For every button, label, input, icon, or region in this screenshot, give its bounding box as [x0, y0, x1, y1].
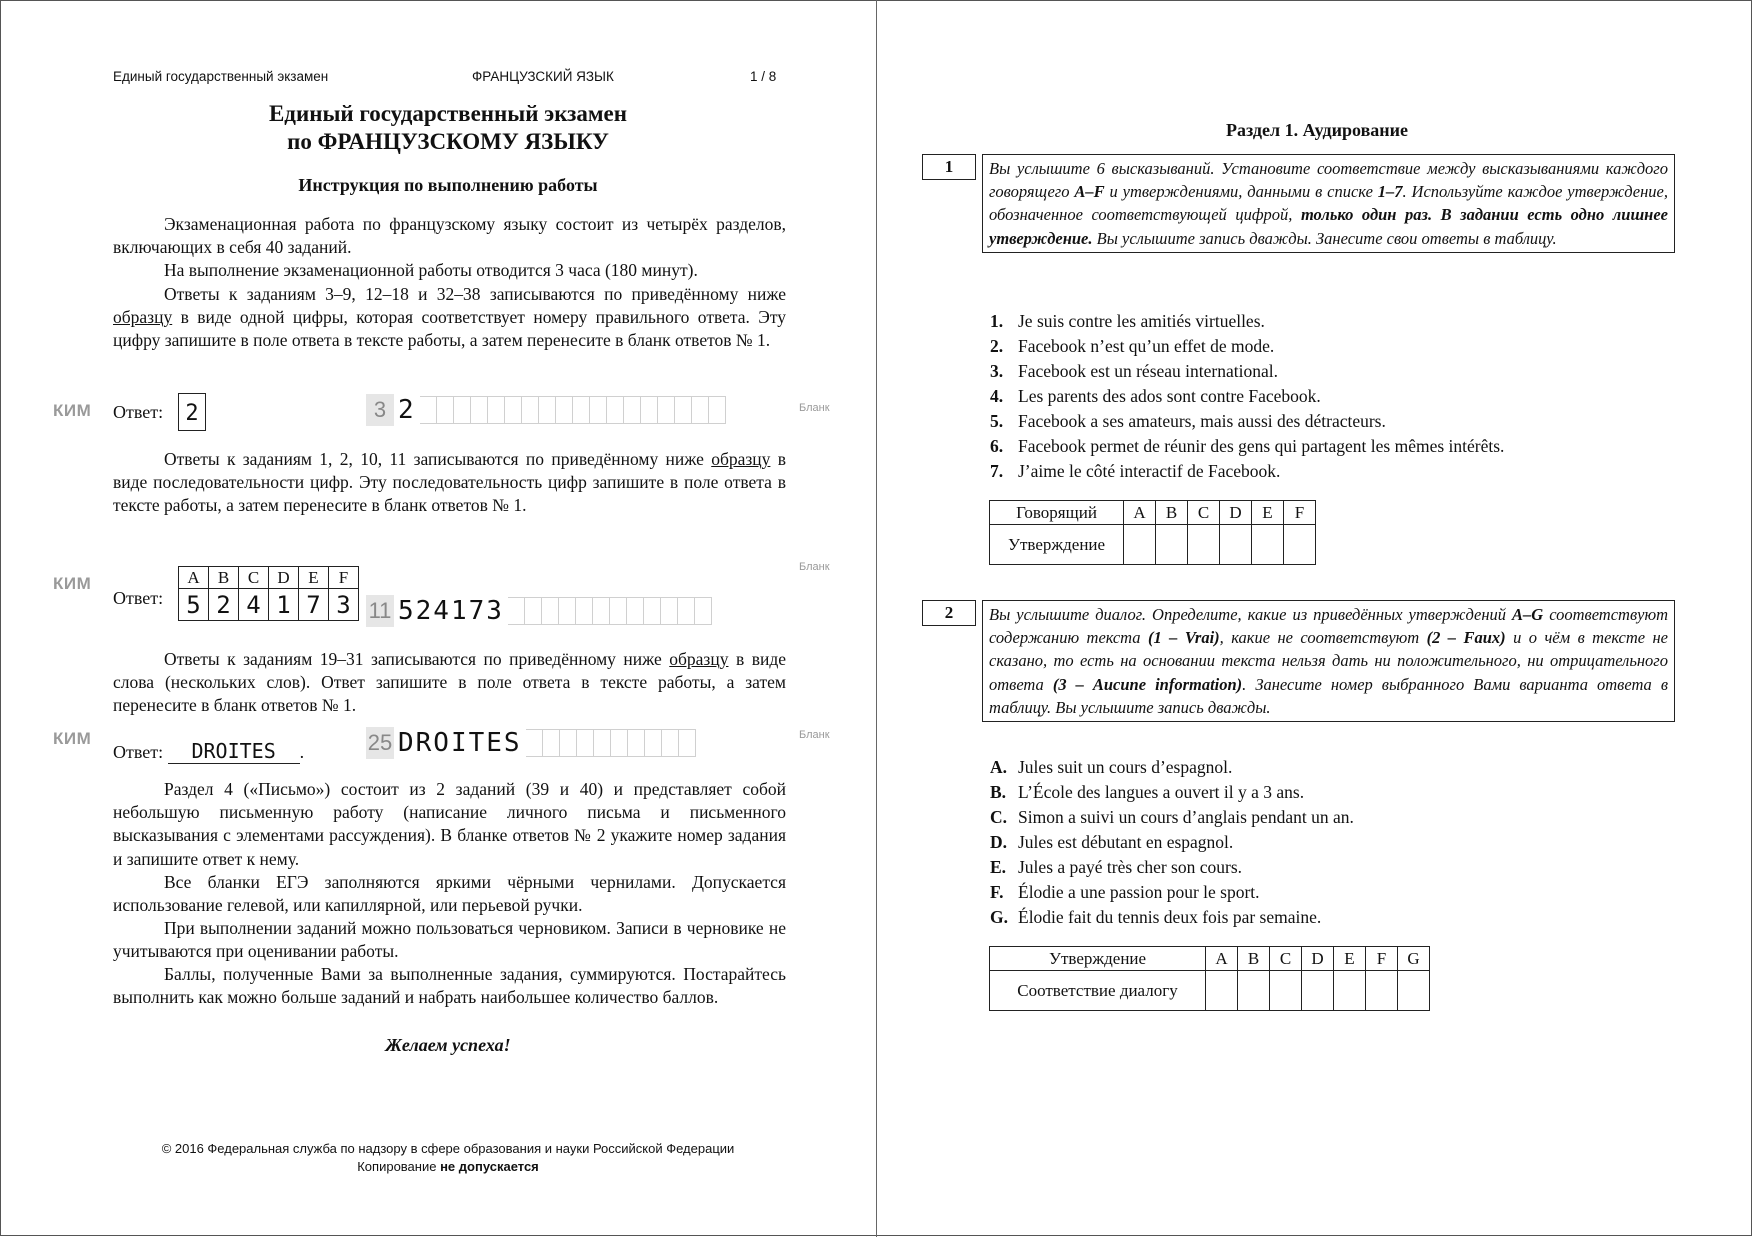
answer-cell[interactable] — [1302, 971, 1334, 1011]
header-center: ФРАНЦУЗСКИЙ ЯЗЫК — [472, 69, 614, 84]
left-page — [0, 0, 876, 1237]
footer-copying: Копирование не допускается — [357, 1159, 539, 1174]
paragraph-8: При выполнении заданий можно пользоваться черновиком. Записи в черновике не учитываются при оценивании работы. — [113, 918, 786, 962]
list-item: E. Jules a payé très cher son cours. — [990, 857, 1243, 877]
list-item: D. Jules est débutant en espagnol. — [990, 832, 1234, 852]
answer-cell[interactable] — [1366, 971, 1398, 1011]
blank-label-1: Бланк — [799, 402, 830, 414]
kim-label-3: КИМ — [53, 729, 92, 748]
list-item: A. Jules suit un cours d’espagnol. — [990, 757, 1233, 777]
paragraph-4: Ответы к заданиям 1, 2, 10, 11 записываются по приведённому ниже образцу в виде последовательности цифр. Эту последовательность цифр запишите в поле ответа в тексте работы, а затем перенесите в бланк ответов № 1. — [113, 449, 786, 516]
example-2-letter-table: A B C D E F 5 2 4 1 7 3 — [178, 566, 359, 621]
list-item: C. Simon a suivi un cours d’anglais pendant un an. — [990, 807, 1354, 827]
list-item: G. Élodie fait du tennis deux fois par semaine. — [990, 907, 1322, 927]
footer-copyright: © 2016 Федеральная служба по надзору в сфере образования и науки Российской Федерации — [161, 1141, 735, 1156]
question-1-instruction: Вы услышите 6 высказываний. Установите соответствие между высказываниями каждого говорящего A–F и утверждениями, данными в списке 1–7. Используйте каждое утверждение, обозначенное соответствующей цифрой, только один раз. В задании есть одно лишнее утверждение. Вы услышите запись дважды. Занесите свои ответы в таблицу. — [982, 154, 1675, 253]
list-item: F. Élodie a une passion pour le sport. — [990, 882, 1260, 902]
page-title — [0, 100, 896, 156]
kim-label-1: КИМ — [53, 401, 92, 420]
section-title: Раздел 1. Аудирование — [1225, 120, 1409, 140]
question-1-number: 1 — [922, 154, 976, 180]
answer-cell[interactable] — [1220, 525, 1252, 565]
list-item: B. L’École des langues a ouvert il y a 3 ans. — [990, 782, 1305, 802]
answer-cell[interactable] — [1156, 525, 1188, 565]
blank-label-2: Бланк — [799, 561, 830, 573]
list-item: 3. Facebook est un réseau international. — [990, 361, 1278, 381]
answer-cell[interactable] — [1334, 971, 1366, 1011]
question-2-number: 2 — [922, 600, 976, 626]
list-item: 4. Les parents des ados sont contre Facebook. — [990, 386, 1321, 406]
paragraph-9: Баллы, полученные Вами за выполненные задания, суммируются. Постарайтесь выполнить как можно больше заданий и набрать наибольшее количество баллов. — [113, 964, 786, 1008]
header-left: Единый государственный экзамен — [113, 69, 329, 84]
right-page — [877, 0, 1754, 1237]
example-2-blank-cells — [366, 595, 712, 627]
answer-cell[interactable] — [1284, 525, 1316, 565]
cell-task-number: 25 — [366, 727, 394, 759]
list-item: 5. Facebook a ses amateurs, mais aussi des détracteurs. — [990, 411, 1386, 431]
paragraph-3: Ответы к заданиям 3–9, 12–18 и 32–38 записываются по приведённому ниже образцу в виде одной цифры, которая соответствует номеру правильного ответа. Эту цифру запишите в поле ответа в тексте работы, а затем перенесите в бланк ответов № 1. — [113, 284, 786, 351]
answer-cell[interactable] — [1124, 525, 1156, 565]
header-page-number: 1 / 8 — [750, 69, 777, 84]
question-2-statements — [990, 755, 1354, 930]
answer-cell[interactable] — [1206, 971, 1238, 1011]
answer-cell[interactable] — [1188, 525, 1220, 565]
instructions-title: Инструкция по выполнению работы — [298, 175, 598, 195]
kim-label-2: КИМ — [53, 574, 92, 593]
cell-task-number: 3 — [366, 394, 394, 426]
answer-label-1: Ответ: — [113, 402, 164, 422]
question-1-answer-table: Говорящий A B C D E F Утверждение — [989, 500, 1316, 565]
paragraph-5: Ответы к заданиям 19–31 записываются по приведённому ниже образцу в виде слова (нескольких слов). Ответ запишите в поле ответа в тексте работы, а затем перенесите в бланк ответов № 1. — [113, 649, 786, 716]
title-line-2: по ФРАНЦУЗСКОМУ ЯЗЫКУ — [287, 129, 609, 154]
paragraph-6: Раздел 4 («Письмо») состоит из 2 заданий (39 и 40) и представляет собой небольшую письменную работу (написание личного письма и письменного высказывания с элементами рассуждения). В бланке ответов № 2 укажите номер задания и запишите ответ к нему. — [113, 779, 786, 869]
list-item: 7. J’aime le côté interactif de Facebook. — [990, 461, 1281, 481]
cell-value: DROITES — [398, 728, 522, 758]
answer-label-2: Ответ: — [113, 588, 164, 608]
list-item: 2. Facebook n’est qu’un effet de mode. — [990, 336, 1275, 356]
answer-cell[interactable] — [1238, 971, 1270, 1011]
paragraph-2: На выполнение экзаменационной работы отводится 3 часа (180 минут). — [164, 260, 698, 280]
list-item: 6. Facebook permet de réunir des gens qui partagent les mêmes intérêts. — [990, 436, 1505, 456]
footer — [0, 1140, 896, 1176]
cell-task-number: 11 — [366, 595, 394, 627]
question-2-instruction: Вы услышите диалог. Определите, какие из приведённых утверждений A–G соответствуют содержанию текста (1 – Vrai), какие не соответствуют (2 – Faux) и о чём в тексте не сказано, то есть на основании текста нельзя дать ни положительного, ни отрицательного ответа (3 – Aucune information). Занесите номер выбранного Вами варианта ответа в таблицу. Вы услышите запись дважды. — [982, 600, 1675, 722]
answer-cell[interactable] — [1252, 525, 1284, 565]
example-3-written-answer: DROITES — [168, 739, 300, 764]
example-1-written-answer: 2 — [178, 393, 206, 431]
paragraph-7: Все бланки ЕГЭ заполняются яркими чёрными чернилами. Допускается использование гелевой, или капиллярной, или перьевой ручки. — [113, 872, 786, 916]
paragraph-1: Экзаменационная работа по французскому языку состоит из четырёх разделов, включающих в себя 40 заданий. — [113, 214, 786, 258]
cell-value: 2 — [398, 395, 416, 425]
title-line-1: Единый государственный экзамен — [268, 101, 628, 126]
example-1-blank-cells — [366, 394, 726, 426]
answer-cell[interactable] — [1270, 971, 1302, 1011]
question-1-statements — [990, 309, 1504, 484]
example-3-blank-cells — [366, 727, 696, 759]
list-item: 1. Je suis contre les amitiés virtuelles. — [990, 311, 1265, 331]
answer-cell[interactable] — [1398, 971, 1430, 1011]
blank-label-3: Бланк — [799, 729, 830, 741]
question-2-answer-table: Утверждение A B C D E F G Соответствие диалогу — [989, 946, 1430, 1011]
cell-value: 524173 — [398, 596, 504, 626]
wish-text: Желаем успеха! — [385, 1035, 511, 1055]
answer-label-3: Ответ: DROITES . — [113, 739, 305, 763]
